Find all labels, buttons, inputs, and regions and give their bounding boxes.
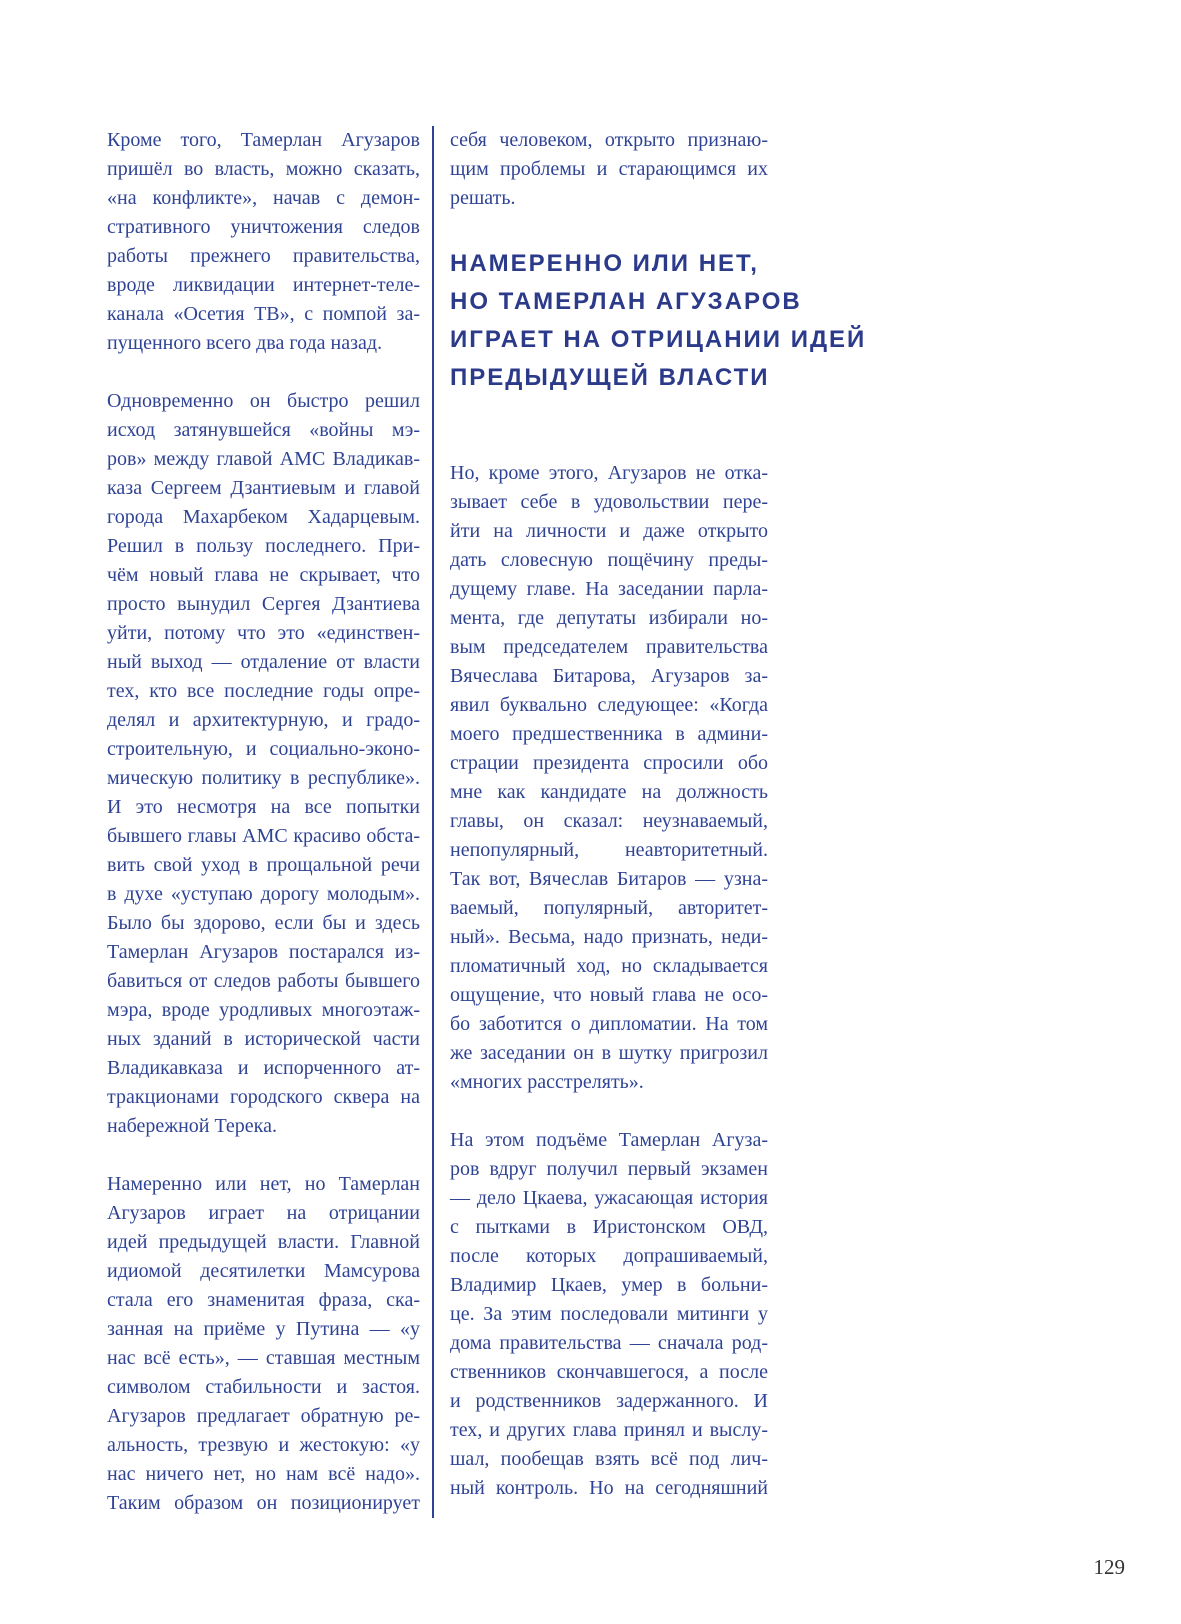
- text-line: пломатичный ход, но складывается: [450, 955, 768, 977]
- text-line: тех, кто все последние годы опре-: [107, 680, 420, 702]
- paragraph: [107, 1170, 420, 1518]
- pull-quote-heading: [450, 245, 930, 397]
- text-line: себя человеком, открыто признаю-: [450, 129, 768, 151]
- text-line: мента, где депутаты избирали но-: [450, 607, 768, 629]
- text-line: же заседании он в шутку пригрозил: [450, 1042, 768, 1064]
- text-line: вить свой уход в прощальной речи: [107, 854, 420, 876]
- text-line: шал, пообещав взять всё под лич-: [450, 1448, 768, 1470]
- text-line: бо заботится о дипломатии. На том: [450, 1013, 768, 1035]
- text-line: Решил в пользу последнего. При-: [107, 535, 420, 557]
- text-line: символом стабильности и застоя.: [107, 1376, 420, 1398]
- text-line: стративного уничтожения следов: [107, 216, 420, 238]
- text-line: ров вдруг получил первый экзамен: [450, 1158, 768, 1180]
- text-line: страции президента спросили обо: [450, 752, 768, 774]
- text-line: щим проблемы и старающимся их: [450, 158, 768, 180]
- heading-line: ПРЕДЫДУЩЕЙ ВЛАСТИ: [450, 364, 770, 391]
- text-line: Владикавказа и испорченного ат-: [107, 1057, 420, 1079]
- text-line: ный контроль. Но на сегодняшний: [450, 1477, 768, 1499]
- text-line: Так вот, Вячеслав Битаров — узна-: [450, 868, 768, 890]
- text-line: пущенного всего два года назад.: [107, 332, 383, 354]
- text-line: На этом подъёме Тамерлан Агуза-: [450, 1129, 768, 1151]
- text-line: и родственников задержанного. И: [450, 1390, 768, 1412]
- text-line: дома правительства — сначала род-: [450, 1332, 768, 1354]
- text-line: каза Сергеем Дзантиевым и главой: [107, 477, 420, 499]
- text-line: тракционами городского сквера на: [107, 1086, 420, 1108]
- right-column-intro: [450, 126, 768, 213]
- paragraph: [450, 126, 768, 213]
- text-line: ваемый, популярный, авторитет-: [450, 897, 768, 919]
- text-line: моего предшественника в админи-: [450, 723, 768, 745]
- text-line: строительную, и социально-эконо-: [107, 738, 420, 760]
- text-line: просто вынудил Сергея Дзантиева: [107, 593, 420, 615]
- text-line: главы, он сказал: неузнаваемый,: [450, 810, 768, 832]
- text-line: И это несмотря на все попытки: [107, 796, 420, 818]
- text-line: делял и архитектурную, и градо-: [107, 709, 420, 731]
- paragraph: [450, 1126, 768, 1503]
- text-line: работы прежнего правительства,: [107, 245, 420, 267]
- text-line: «многих расстрелять».: [450, 1071, 644, 1093]
- text-line: с пытками в Иристонском ОВД,: [450, 1216, 768, 1238]
- text-line: Агузаров играет на отрицании: [107, 1202, 420, 1224]
- heading-line: НО ТАМЕРЛАН АГУЗАРОВ: [450, 288, 802, 315]
- paragraph: [450, 459, 768, 1097]
- text-line: «на конфликте», начав с демон-: [107, 187, 420, 209]
- text-line: бывшего главы АМС красиво обста-: [107, 825, 420, 847]
- text-line: нас всё есть», — ставшая местным: [107, 1347, 420, 1369]
- heading-line: ИГРАЕТ НА ОТРИЦАНИИ ИДЕЙ: [450, 326, 867, 353]
- text-line: вроде ликвидации интернет-теле-: [107, 274, 420, 296]
- text-line: альность, трезвую и жестокую: «у: [107, 1434, 420, 1456]
- text-line: мэра, вроде уродливых многоэтаж-: [107, 999, 420, 1021]
- text-line: ощущение, что новый глава не осо-: [450, 984, 768, 1006]
- text-line: набережной Терека.: [107, 1115, 277, 1137]
- text-line: мне как кандидате на должность: [450, 781, 768, 803]
- text-line: йти на личности и даже открыто: [450, 520, 768, 542]
- text-line: ров» между главой АМС Владикав-: [107, 448, 420, 470]
- text-line: уйти, потому что это «единствен-: [107, 622, 420, 644]
- text-line: непопулярный, неавторитетный.: [450, 839, 768, 861]
- text-line: после которых допрашиваемый,: [450, 1245, 768, 1267]
- text-line: Кроме того, Тамерлан Агузаров: [107, 129, 420, 151]
- text-line: пришёл во власть, можно сказать,: [107, 158, 420, 180]
- text-line: Владимир Цкаев, умер в больни-: [450, 1274, 768, 1296]
- text-line: занная на приёме у Путина — «у: [107, 1318, 420, 1340]
- text-line: явил буквально следующее: «Когда: [450, 694, 768, 716]
- column-divider: [432, 126, 434, 1518]
- left-column: [107, 126, 420, 1518]
- text-line: нас ничего нет, но нам всё надо».: [107, 1463, 420, 1485]
- paragraph: [107, 387, 420, 1141]
- text-line: зывает себе в удовольствии пере-: [450, 491, 768, 513]
- text-line: мическую политику в республике».: [107, 767, 420, 789]
- text-line: тех, и других глава принял и выслу-: [450, 1419, 768, 1441]
- text-line: Таким образом он позиционирует: [107, 1492, 420, 1514]
- page-number: 129: [1093, 1555, 1125, 1579]
- text-line: дущему главе. На заседании парла-: [450, 578, 768, 600]
- text-line: вым председателем правительства: [450, 636, 768, 658]
- text-line: ный выход — отдаление от власти: [107, 651, 420, 673]
- text-line: города Махарбеком Хадарцевым.: [107, 506, 420, 528]
- paragraph: [107, 126, 420, 358]
- text-line: Но, кроме этого, Агузаров не отка-: [450, 462, 768, 484]
- text-line: ных зданий в исторической части: [107, 1028, 420, 1050]
- text-line: бавиться от следов работы бывшего: [107, 970, 420, 992]
- text-line: Намеренно или нет, но Тамерлан: [107, 1173, 420, 1195]
- text-line: идей предыдущей власти. Главной: [107, 1231, 420, 1253]
- right-column: [450, 126, 867, 1518]
- text-line: Одновременно он быстро решил: [107, 390, 420, 412]
- text-line: идиомой десятилетки Мамсурова: [107, 1260, 420, 1282]
- text-line: стала его знаменитая фраза, ска-: [107, 1289, 420, 1311]
- text-line: дать словесную пощёчину преды-: [450, 549, 768, 571]
- text-line: це. За этим последовали митинги у: [450, 1303, 768, 1325]
- text-line: решать.: [450, 187, 516, 209]
- heading-line: НАМЕРЕННО ИЛИ НЕТ,: [450, 250, 759, 277]
- text-line: Было бы здорово, если бы и здесь: [107, 912, 420, 934]
- text-line: канала «Осетия ТВ», с помпой за-: [107, 303, 420, 325]
- right-column-continuation: [450, 459, 768, 1503]
- text-line: Вячеслава Битарова, Агузаров за-: [450, 665, 768, 687]
- text-line: в духе «уступаю дорогу молодым».: [107, 883, 420, 905]
- text-line: Тамерлан Агузаров постарался из-: [107, 941, 420, 963]
- text-line: ный». Весьма, надо признать, неди-: [450, 926, 768, 948]
- article-body: [107, 126, 867, 1518]
- text-line: исход затянувшейся «войны мэ-: [107, 419, 420, 441]
- text-line: — дело Цкаева, ужасающая история: [450, 1187, 768, 1209]
- text-line: чём новый глава не скрывает, что: [107, 564, 420, 586]
- text-line: ственников скончавшегося, а после: [450, 1361, 768, 1383]
- text-line: Агузаров предлагает обратную ре-: [107, 1405, 420, 1427]
